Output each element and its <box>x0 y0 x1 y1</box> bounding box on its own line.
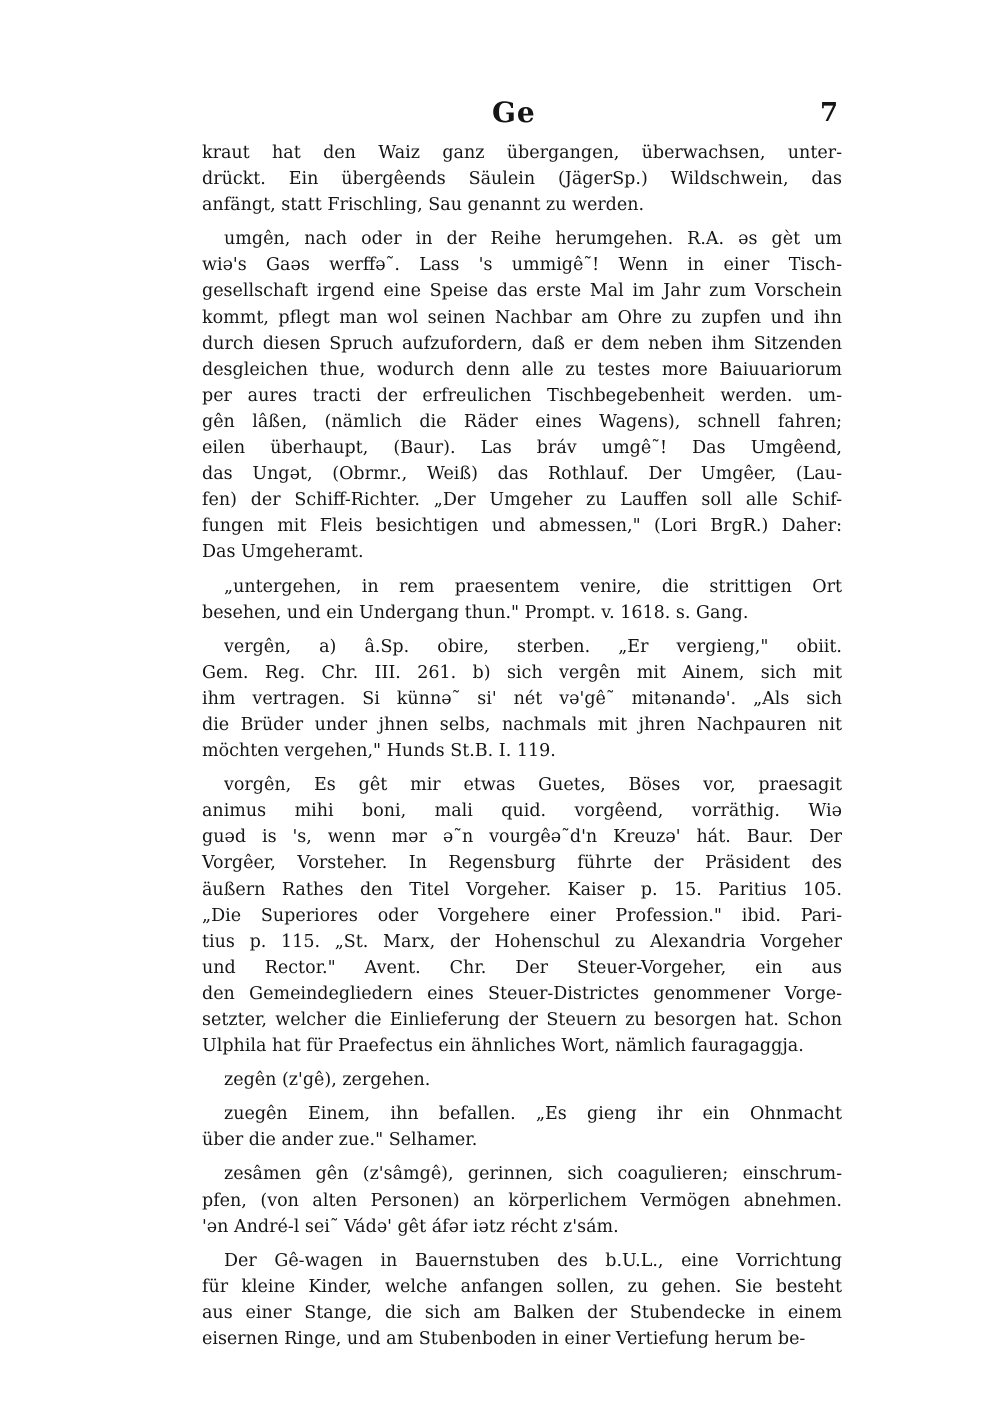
dictionary-entry <box>202 574 842 626</box>
text-line: per aures tracti der erfreulichen Tischbegebenheit werden. um- <box>202 385 842 406</box>
text-line: fen) der Schiff-Richter. „Der Umgeher zu Lauffen soll alle Schif- <box>202 490 842 511</box>
text-line: äußern Rathes den Titel Vorgeher. Kaiser p. 15. Paritius 105. <box>202 879 842 900</box>
text-line: Vorgêer, Vorsteher. In Regensburg führte der Präsident des <box>202 853 842 874</box>
text-line: eisernen Ringe, und am Stubenboden in einer Vertiefung herum be- <box>202 1329 806 1350</box>
text-line: „untergehen, in rem praesentem venire, die strittigen Ort <box>224 576 842 597</box>
text-line: gesellschaft irgend eine Speise das erste Mal im Jahr zum Vorschein <box>202 281 842 302</box>
text-line: fungen mit Fleis besichtigen und abmessen," (Lori BrgR.) Daher: <box>202 516 842 537</box>
text-line: vergên, a) â.Sp. obire, sterben. „Er vergieng," obiit. <box>224 636 842 657</box>
text-line: durch diesen Spruch aufzufordern, daß er dem neben ihm Sitzenden <box>202 333 842 354</box>
text-line: Gem. Reg. Chr. III. 261. b) sich vergên mit Ainem, sich mit <box>202 662 842 683</box>
text-line: für kleine Kinder, welche anfangen sollen, zu gehen. Sie besteht <box>202 1276 842 1297</box>
text-line: anfängt, statt Frischling, Sau genannt zu werden. <box>202 195 645 216</box>
dictionary-entry <box>202 226 842 565</box>
text-line: Das Umgeheramt. <box>202 542 364 563</box>
text-line: zegên (z'gê), zergehen. <box>224 1070 431 1091</box>
text-line: und Rector." Avent. Chr. Der Steuer-Vorgeher, ein aus <box>202 957 842 978</box>
text-line: möchten vergehen," Hunds St.B. I. 119. <box>202 741 556 762</box>
dictionary-entry <box>202 1161 842 1239</box>
text-line: Ulphila hat für Praefectus ein ähnliches Wort, nämlich fauragaggja. <box>202 1036 804 1057</box>
dictionary-entry <box>202 140 842 218</box>
text-line: wiə's Gaəs werffə˜. Lass 's ummigê˜! Wenn in einer Tisch- <box>202 255 842 276</box>
running-header <box>0 96 1000 136</box>
text-line: setzter, welcher die Einlieferung der Steuern zu besorgen hat. Schon <box>202 1010 842 1030</box>
text-line: Der Gê-wagen in Bauernstuben des b.U.L., eine Vorrichtung <box>224 1250 842 1271</box>
text-line: das Ungət, (Obrmr., Weiß) das Rothlauf. Der Umgêer, (Lau- <box>202 464 842 485</box>
text-line: besehen, und ein Undergang thun." Prompt. v. 1618. s. Gang. <box>202 602 749 623</box>
text-line: ihm vertragen. Si künnə˜ si' nét və'gê˜ mitənandə'. „Als sich <box>202 688 842 709</box>
text-line: eilen überhaupt, (Baur). Las bráv umgê˜! Das Umgêend, <box>202 438 842 459</box>
text-line: umgên, nach oder in der Reihe herumgehen. R.A. əs gèt um <box>224 229 842 250</box>
header-catchword: Ge <box>492 96 536 129</box>
dictionary-entry <box>202 1067 842 1093</box>
text-line: zesâmen gên (z'sâmgê), gerinnen, sich coagulieren; einschrum- <box>224 1164 842 1185</box>
text-line: „Die Superiores oder Vorgehere einer Profession." ibid. Pari- <box>202 905 842 926</box>
text-line: den Gemeindegliedern eines Steuer-Districtes genommener Vorge- <box>202 983 842 1004</box>
text-line: 'ən André-l sei˜ Vádə' gêt áfər iətz récht z'sám. <box>202 1216 619 1237</box>
text-line: zuegên Einem, ihn befallen. „Es gieng ihr ein Ohnmacht <box>224 1104 842 1125</box>
dictionary-body <box>202 140 842 1360</box>
text-line: kraut hat den Waiz ganz übergangen, überwachsen, unter- <box>202 143 842 163</box>
text-line: vorgên, Es gêt mir etwas Guetes, Böses vor, praesagit <box>224 775 842 796</box>
text-line: drückt. Ein übergêends Säulein (JägerSp.) Wildschwein, das <box>202 169 842 190</box>
text-line: guəd is 's, wenn mər ə˜n vourgêə˜d'n Kreuzə' hát. Baur. Der <box>202 827 842 848</box>
text-line: über die ander zue." Selhamer. <box>202 1130 478 1151</box>
dictionary-entry <box>202 772 842 1059</box>
text-line: desgleichen thue, wodurch denn alle zu testes more Baiuuariorum <box>202 359 842 380</box>
text-line: kommt, pflegt man wol seinen Nachbar am Ohre zu zupfen und ihn <box>202 307 842 328</box>
text-line: animus mihi boni, mali quid. vorgêend, vorräthig. Wiə <box>202 801 842 822</box>
text-line: pfen, (von alten Personen) an körperlichem Vermögen abnehmen. <box>202 1190 842 1211</box>
dictionary-entry <box>202 1248 842 1352</box>
text-line: die Brüder under jhnen selbs, nachmals mit jhren Nachpauren nit <box>202 714 842 735</box>
text-line: aus einer Stange, die sich am Balken der Stubendecke in einem <box>202 1302 842 1323</box>
text-line: tius p. 115. „St. Marx, der Hohenschul zu Alexandria Vorgeher <box>202 931 842 952</box>
dictionary-entry <box>202 634 842 764</box>
text-line: gên lâßen, (nämlich die Räder eines Wagens), schnell fahren; <box>202 411 842 432</box>
dictionary-entry <box>202 1101 842 1153</box>
page-number: 7 <box>820 98 839 128</box>
